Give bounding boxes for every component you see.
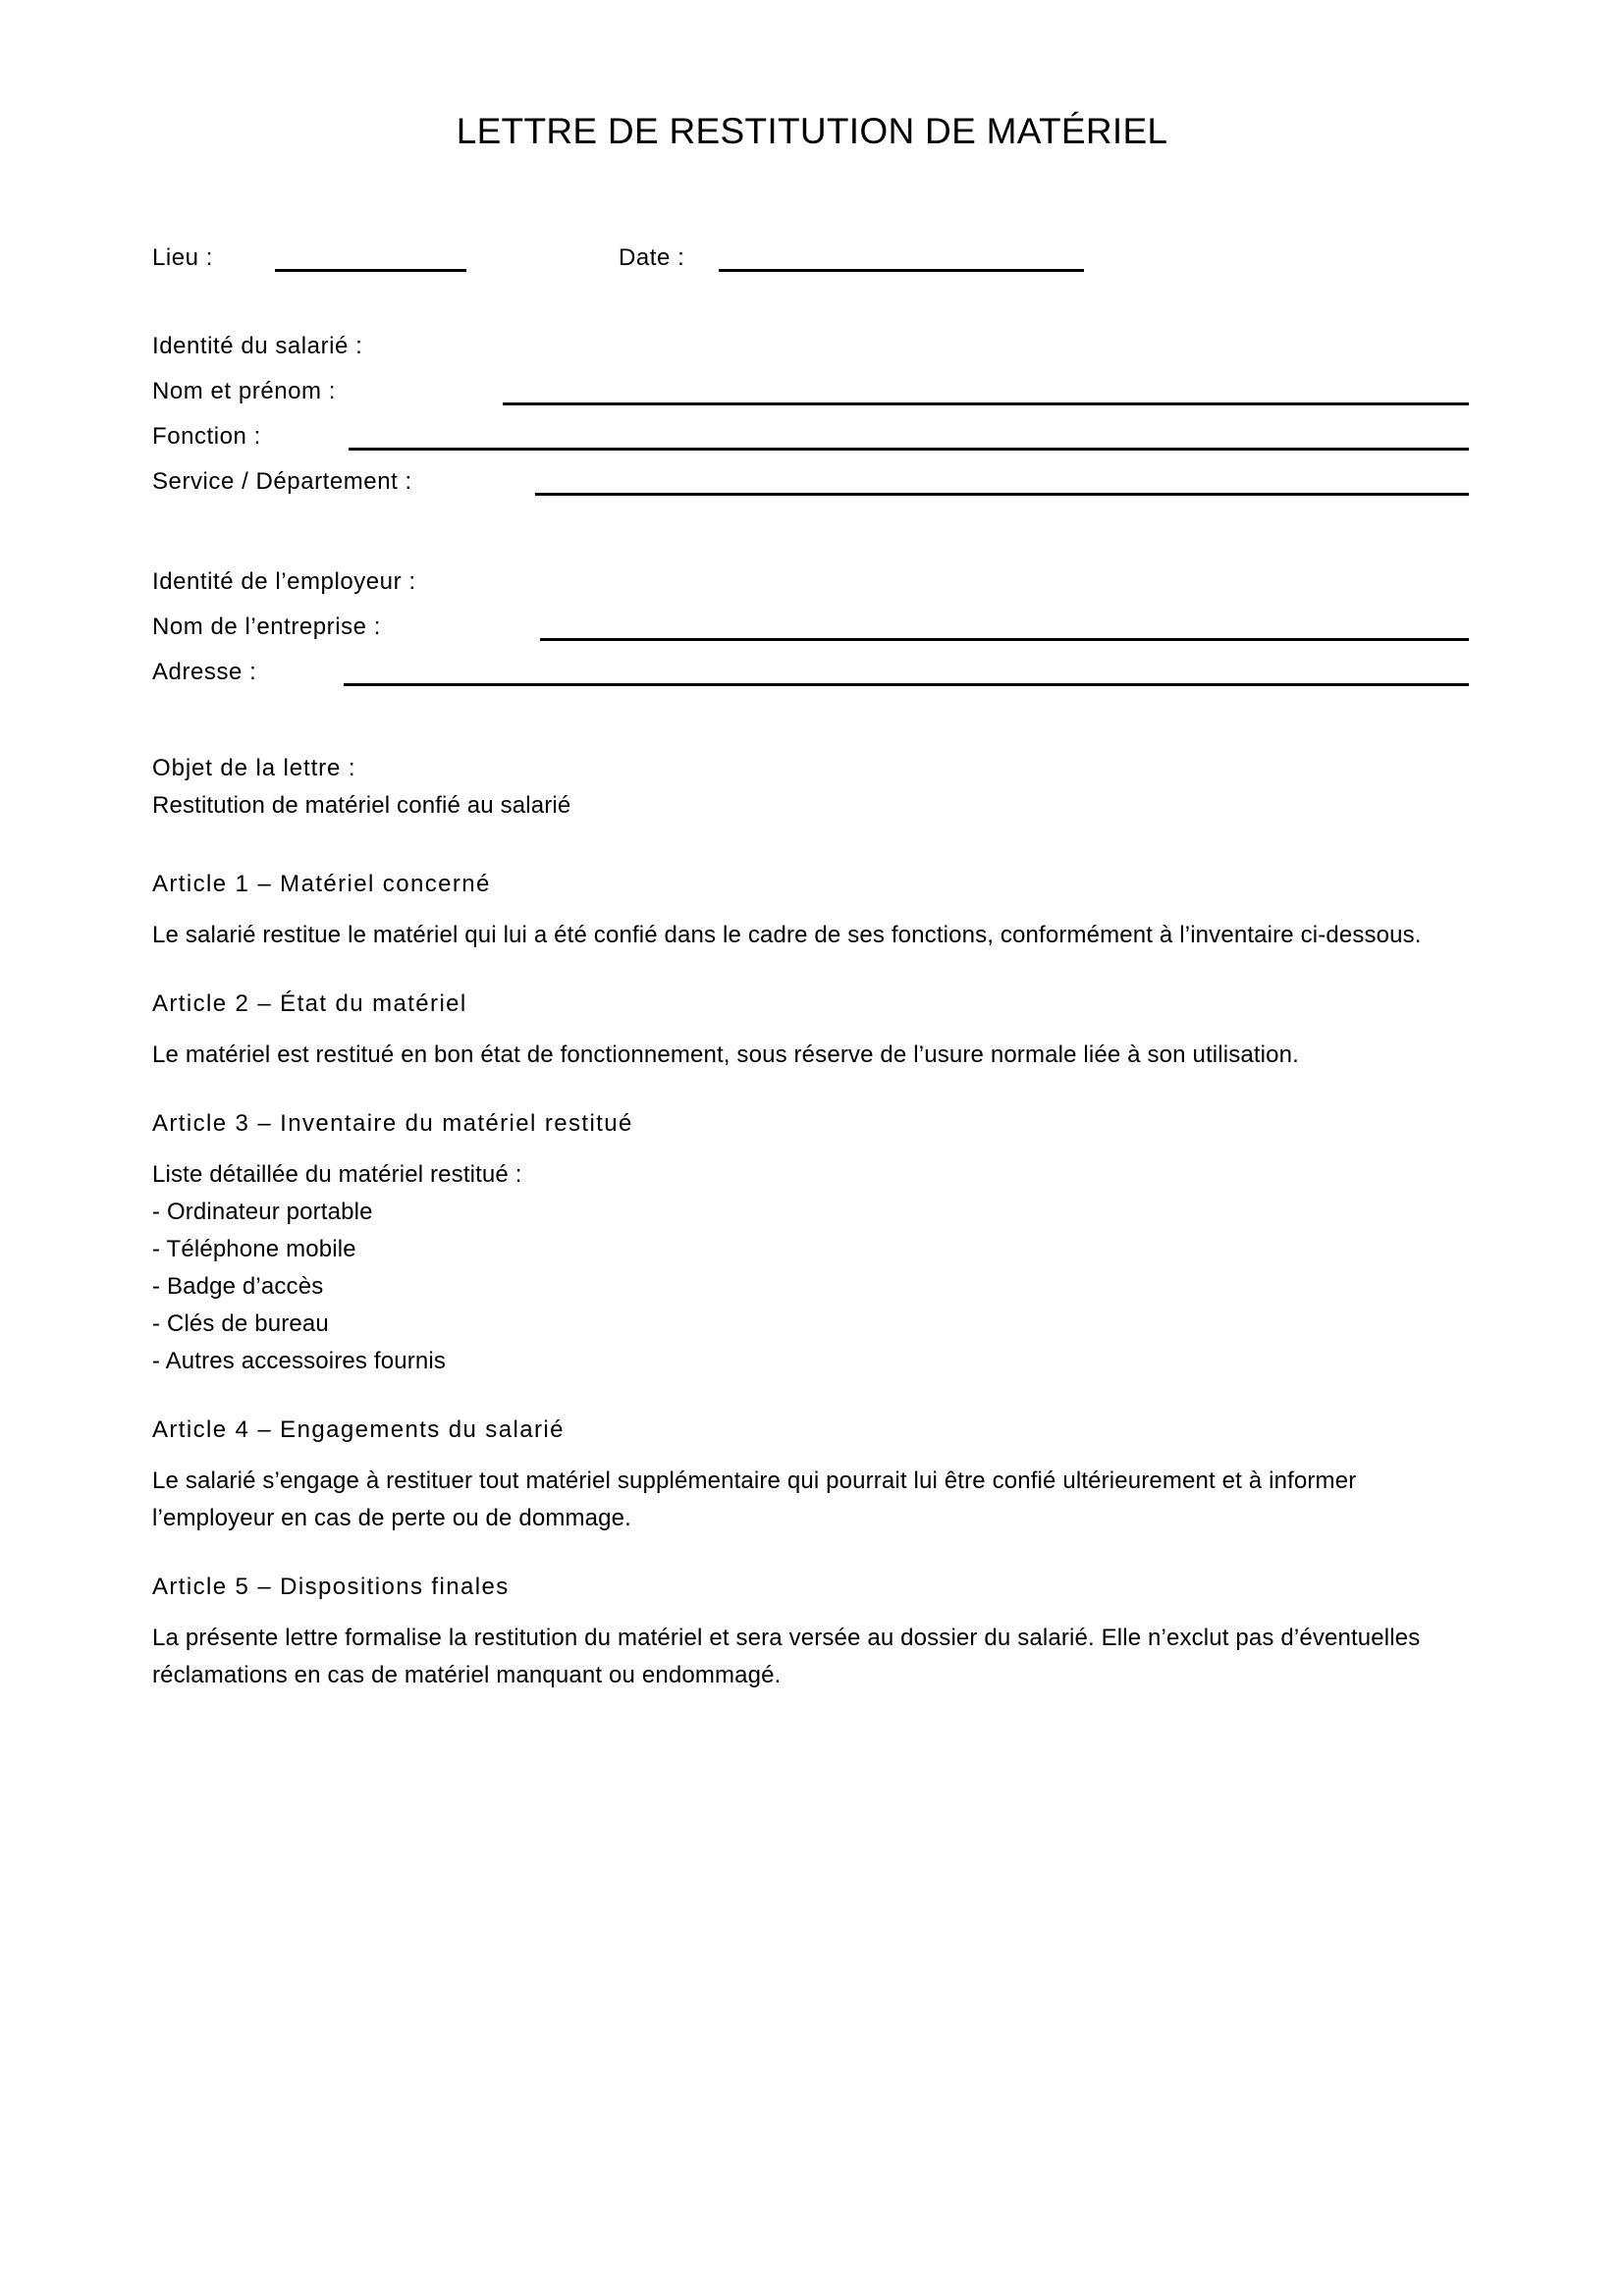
- spacer: [152, 281, 1469, 324]
- objet-heading: Objet de la lettre :: [152, 755, 356, 781]
- article-2-body: Le matériel est restitué en bon état de fonctionnement, sous réserve de l’usure normale liée à son utilisation.: [152, 1041, 1299, 1068]
- spacer: [152, 505, 1469, 560]
- article-4: [152, 1414, 1469, 1537]
- employee-department-row: [152, 459, 1469, 505]
- employee-name-row: [152, 369, 1469, 414]
- article-5-title: Article 5 – Dispositions finales: [152, 1574, 510, 1600]
- list-item: - Ordinateur portable: [152, 1199, 373, 1225]
- spacer: [152, 695, 1469, 750]
- employee-identity-block: [152, 324, 1469, 505]
- employer-name-input-rule[interactable]: [540, 638, 1469, 641]
- article-3-title: Article 3 – Inventaire du matériel restitué: [152, 1110, 633, 1137]
- list-item: - Clés de bureau: [152, 1310, 329, 1337]
- employee-function-input-rule[interactable]: [349, 448, 1469, 451]
- page-title: LETTRE DE RESTITUTION DE MATÉRIEL: [456, 111, 1168, 151]
- employer-name-row: [152, 605, 1469, 650]
- article-5: [152, 1571, 1469, 1694]
- article-2: [152, 988, 1469, 1074]
- article-3: [152, 1107, 1469, 1380]
- article-2-title: Article 2 – État du matériel: [152, 990, 467, 1017]
- employer-identity-block: [152, 560, 1469, 695]
- list-item: - Badge d’accès: [152, 1273, 324, 1300]
- lieu-input-rule[interactable]: [275, 269, 466, 272]
- list-item: - Téléphone mobile: [152, 1236, 356, 1262]
- objet-block: [152, 750, 1469, 825]
- article-5-body: La présente lettre formalise la restitution du matériel et sera versée au dossier du salarié. Elle n’exclut pas d’éventuelles réclamations en cas de matériel manquant ou endommagé.: [152, 1625, 1421, 1688]
- document-body: [152, 236, 1469, 1728]
- article-4-body: Le salarié s’engage à restituer tout matériel supplémentaire qui pourrait lui être confié ultérieurement et à informer l’employeur en cas de perte ou de dommage.: [152, 1468, 1357, 1531]
- employee-function-label: Fonction :: [152, 423, 261, 450]
- employee-function-row: [152, 414, 1469, 459]
- article-1-title: Article 1 – Matériel concerné: [152, 871, 491, 897]
- employee-department-label: Service / Département :: [152, 468, 412, 495]
- spacer: [152, 825, 1469, 868]
- objet-text: Restitution de matériel confié au salarié: [152, 792, 571, 819]
- date-input-rule[interactable]: [719, 269, 1084, 272]
- article-1-body: Le salarié restitue le matériel qui lui a été confié dans le cadre de ses fonctions, conformément à l’inventaire ci-dessous.: [152, 922, 1422, 948]
- employee-department-input-rule[interactable]: [535, 493, 1469, 496]
- employer-address-input-rule[interactable]: [344, 683, 1469, 686]
- place-date-row: [152, 236, 1469, 281]
- lieu-label: Lieu :: [152, 244, 214, 271]
- article-4-title: Article 4 – Engagements du salarié: [152, 1416, 565, 1443]
- article-1: [152, 868, 1469, 954]
- article-3-body: Liste détaillée du matériel restitué :: [152, 1161, 522, 1188]
- employer-address-row: [152, 650, 1469, 695]
- date-label: Date :: [619, 244, 685, 271]
- employee-name-label: Nom et prénom :: [152, 378, 336, 404]
- employee-identity-heading: Identité du salarié :: [152, 333, 363, 359]
- employer-identity-heading: Identité de l’employeur :: [152, 568, 416, 595]
- list-item: - Autres accessoires fournis: [152, 1348, 446, 1374]
- employee-name-input-rule[interactable]: [503, 402, 1469, 405]
- employer-name-label: Nom de l’entreprise :: [152, 614, 381, 640]
- employer-address-label: Adresse :: [152, 659, 257, 685]
